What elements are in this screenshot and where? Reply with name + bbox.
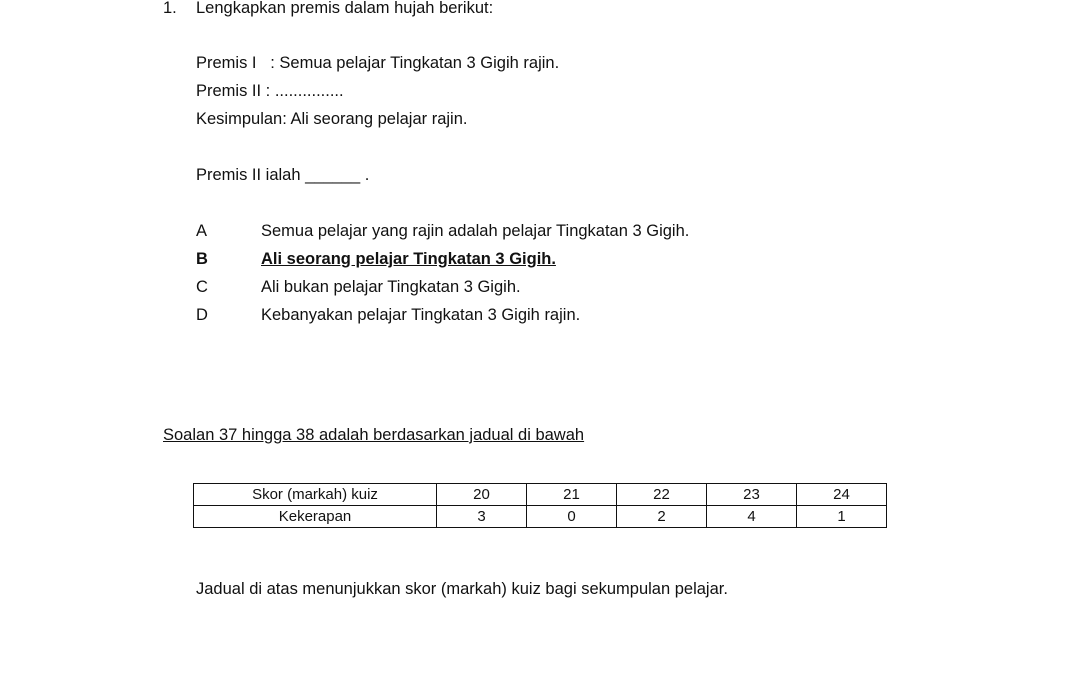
section-heading: Soalan 37 hingga 38 adalah berdasarkan jadual di bawah [163,426,585,444]
option-c-text: Ali bukan pelajar Tingkatan 3 Gigih. [261,278,521,296]
option-b-letter: B [196,250,208,268]
question-prompt: Lengkapkan premis dalam hujah berikut: [196,0,494,17]
table-cell-score: 23 [707,484,797,506]
table-cell-frequency: 3 [437,506,527,528]
table-header-frequency: Kekerapan [194,506,437,528]
premis-2: Premis II : ............... [196,82,344,100]
table-caption: Jadual di atas menunjukkan skor (markah) kuiz bagi sekumpulan pelajar. [196,580,728,598]
premis-1: Premis I : Semua pelajar Tingkatan 3 Gigih rajin. [196,54,560,72]
table-cell-score: 21 [527,484,617,506]
table-row-scores [194,484,887,506]
premis-ask: Premis II ialah ______ . [196,166,370,184]
option-a-letter: A [196,222,208,240]
table-header-score: Skor (markah) kuiz [194,484,437,506]
option-d-text: Kebanyakan pelajar Tingkatan 3 Gigih rajin. [261,306,581,324]
frequency-table [193,483,887,528]
table-row-frequency [194,506,887,528]
kesimpulan: Kesimpulan: Ali seorang pelajar rajin. [196,110,468,128]
option-b-text: Ali seorang pelajar Tingkatan 3 Gigih. [261,250,556,268]
table-cell-frequency: 0 [527,506,617,528]
table-cell-frequency: 1 [797,506,887,528]
option-a-text: Semua pelajar yang rajin adalah pelajar Tingkatan 3 Gigih. [261,222,690,240]
option-d-letter: D [196,306,208,324]
table-cell-frequency: 4 [707,506,797,528]
option-c-letter: C [196,278,208,296]
question-number: 1. [163,0,177,17]
table-cell-score: 22 [617,484,707,506]
table-cell-frequency: 2 [617,506,707,528]
table-cell-score: 20 [437,484,527,506]
table-cell-score: 24 [797,484,887,506]
